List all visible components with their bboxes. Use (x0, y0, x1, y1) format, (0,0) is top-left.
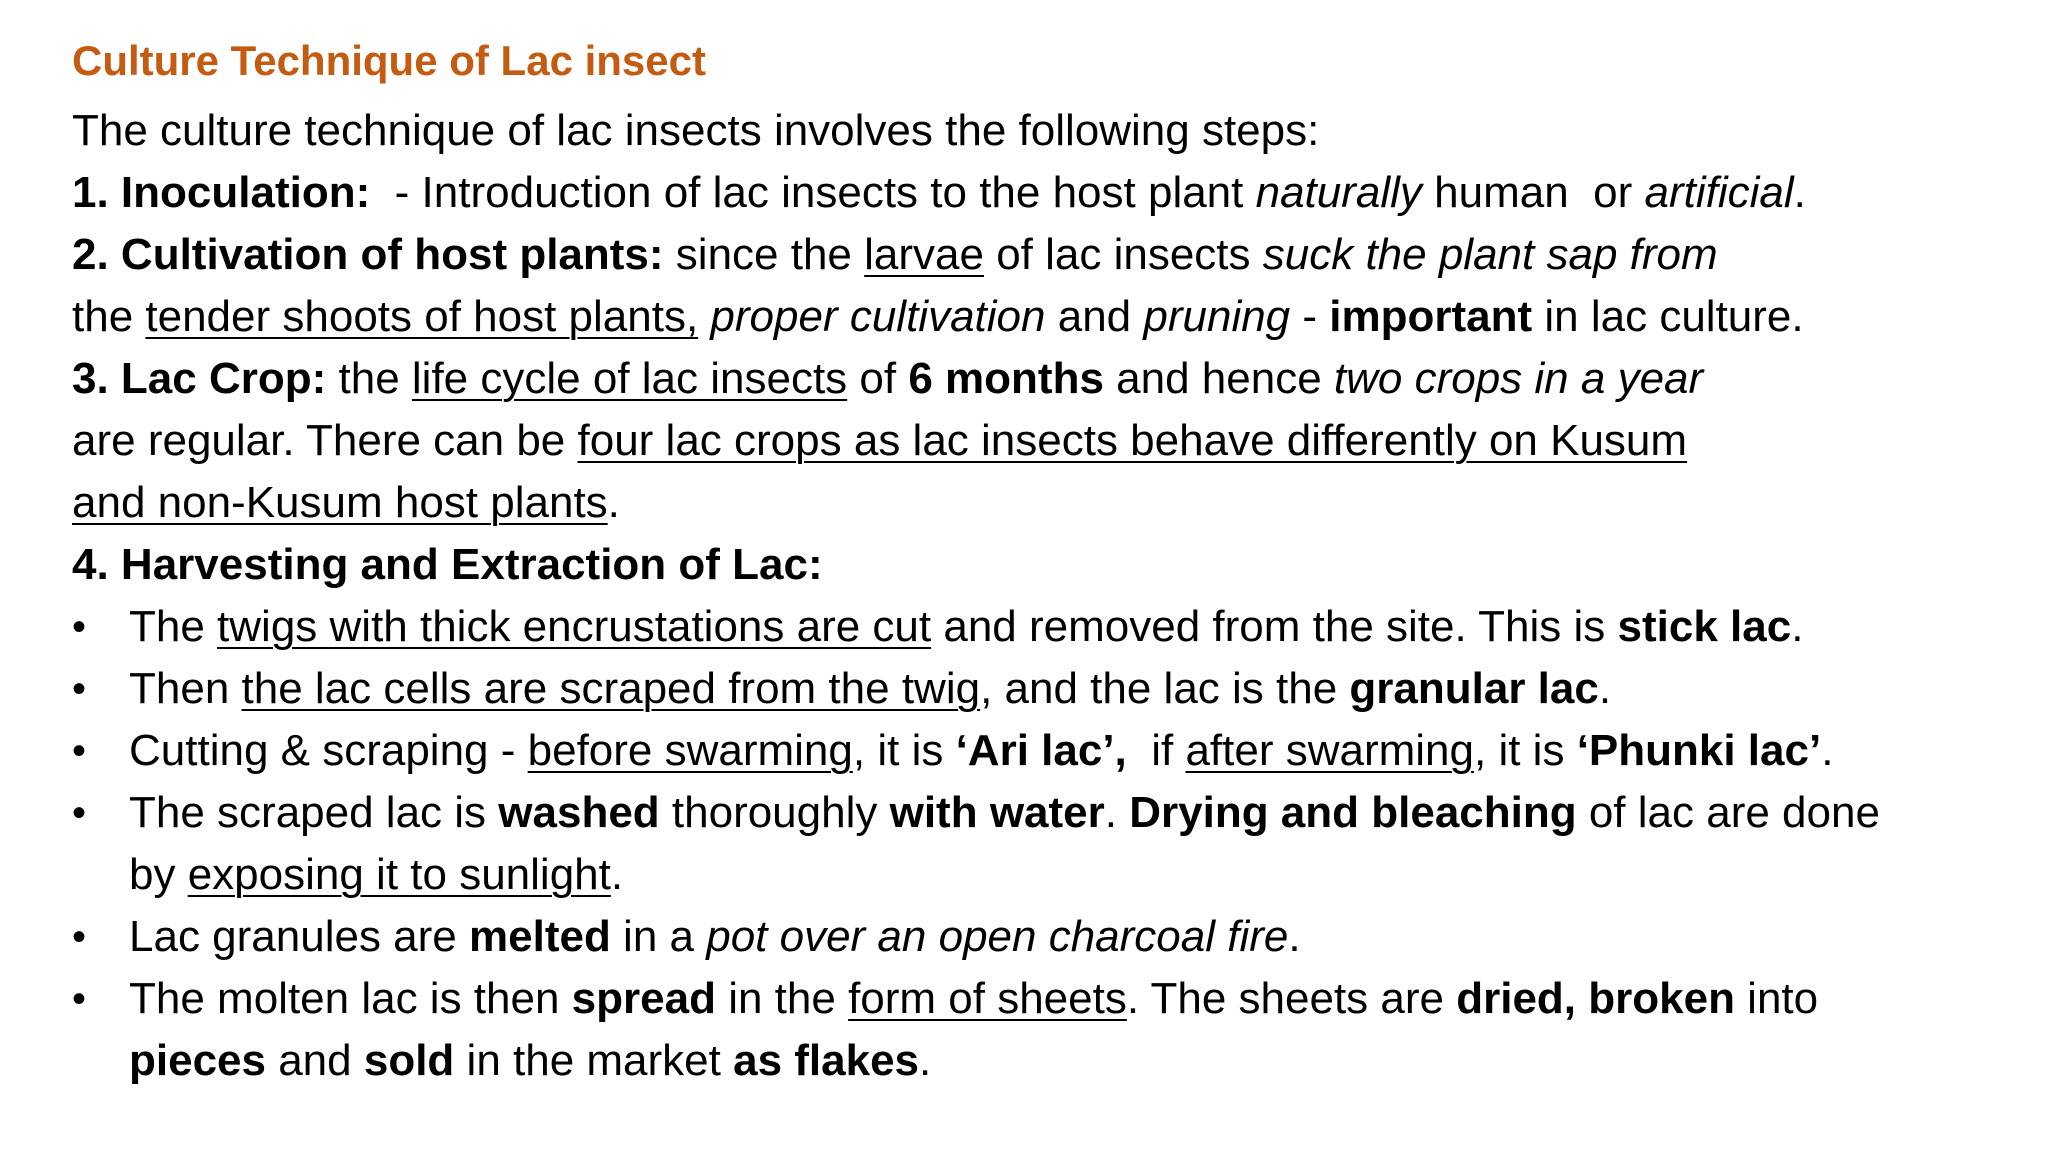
text: . (1598, 664, 1612, 713)
text: of (847, 354, 909, 403)
step-3-line-3 (72, 472, 1992, 534)
text: . (1104, 788, 1130, 837)
list-item-continuation (72, 844, 1992, 906)
text: and (1045, 292, 1144, 341)
text: and hence (1103, 354, 1334, 403)
text: 6 months (908, 354, 1104, 403)
step-3-line-2 (72, 410, 1992, 472)
text: the (326, 354, 412, 403)
list-item (72, 596, 1992, 658)
text: - (1290, 292, 1330, 341)
bullet-icon: • (72, 667, 87, 711)
text: granular lac (1349, 664, 1599, 713)
list-item-continuation (72, 1030, 1992, 1092)
text: in the (715, 974, 849, 1023)
text: in a (610, 912, 707, 961)
step-2-line (72, 224, 1992, 286)
text: ‘Ari lac’, (955, 726, 1127, 775)
text: twigs with thick encrustations are cut (217, 602, 932, 651)
text: exposing it to sunlight (187, 850, 611, 899)
text: and (265, 1036, 364, 1085)
text: by (129, 850, 188, 899)
text: washed (498, 788, 660, 837)
text: after swarming (1185, 726, 1474, 775)
text: pieces (129, 1036, 266, 1085)
text: four lac crops as lac insects behave differently on Kusum (577, 416, 1688, 465)
text: . (610, 850, 624, 899)
text: - Introduction of lac insects to the host plant (370, 168, 1256, 217)
text: spread (571, 974, 716, 1023)
text: melted (469, 912, 611, 961)
text: in the market (454, 1036, 734, 1085)
text: pruning (1143, 292, 1291, 341)
step-1-line (72, 162, 1992, 224)
text: dried, broken (1456, 974, 1735, 1023)
text: . (1821, 726, 1834, 775)
text: important (1329, 292, 1533, 341)
text: . (1791, 602, 1804, 651)
intro-line: The culture technique of lac insects involves the following steps: (72, 106, 1320, 155)
step-2-line-2 (72, 286, 1992, 348)
text: life cycle of lac insects (411, 354, 848, 403)
list-item (72, 658, 1992, 720)
list-item (72, 782, 1992, 844)
text: The (129, 602, 218, 651)
text: Cutting & scraping - (129, 726, 528, 775)
text: , and the lac is the (980, 664, 1350, 713)
text: naturally (1255, 168, 1422, 217)
text: thoroughly (659, 788, 890, 837)
text: the (72, 292, 146, 341)
text: . The sheets are (1126, 974, 1457, 1023)
text: The molten lac is then (129, 974, 572, 1023)
text: Drying and bleaching (1129, 788, 1577, 837)
text: suck the plant sap from (1262, 230, 1718, 279)
text: , it is (852, 726, 956, 775)
text: into (1734, 974, 1819, 1023)
text: in lac culture. (1532, 292, 1804, 341)
text: are regular. There can be (72, 416, 578, 465)
text: . (1288, 912, 1301, 961)
text: with water (889, 788, 1105, 837)
text: form of sheets (848, 974, 1127, 1023)
text: two crops in a year (1333, 354, 1704, 403)
text: Lac granules are (129, 912, 469, 961)
text: and non-Kusum host plants (72, 478, 608, 527)
step-1-heading: 1. Inoculation: (72, 168, 371, 217)
text: . (607, 478, 620, 527)
text: stick lac (1617, 602, 1792, 651)
text: . (1793, 168, 1806, 217)
text: tender shoots of host plants, (145, 292, 699, 341)
list-item (72, 968, 1992, 1030)
bullet-icon: • (72, 729, 87, 773)
text: The scraped lac is (129, 788, 499, 837)
text: before swarming (527, 726, 853, 775)
step-2-heading: 2. Cultivation of host plants: (72, 230, 664, 279)
text: as flakes (733, 1036, 920, 1085)
text: sold (363, 1036, 455, 1085)
bullet-icon: • (72, 915, 87, 959)
text: of lac insects (983, 230, 1263, 279)
list-item (72, 906, 1992, 968)
bullet-icon: • (72, 791, 87, 835)
step-3-heading: 3. Lac Crop: (72, 354, 327, 403)
text: pot over an open charcoal fire (706, 912, 1289, 961)
slide-title: Culture Technique of Lac insect (72, 37, 706, 84)
text: the lac cells are scraped from the twig (241, 664, 981, 713)
text: of lac are done (1576, 788, 1880, 837)
slide-content (72, 30, 1992, 1092)
text: Then (129, 664, 242, 713)
text: . (919, 1036, 932, 1085)
text: larvae (864, 230, 984, 279)
text: artificial (1644, 168, 1794, 217)
text: if (1126, 726, 1186, 775)
text: since the (663, 230, 865, 279)
bullet-icon: • (72, 977, 87, 1021)
list-item (72, 720, 1992, 782)
text: and removed from the site. This is (931, 602, 1618, 651)
text (698, 292, 710, 341)
bullet-icon: • (72, 605, 87, 649)
text: human or (1421, 168, 1645, 217)
text: ‘Phunki lac’ (1576, 726, 1822, 775)
step-4-heading: 4. Harvesting and Extraction of Lac: (72, 540, 823, 589)
text: , it is (1474, 726, 1577, 775)
text: proper cultivation (710, 292, 1046, 341)
step-3-line (72, 348, 1992, 410)
